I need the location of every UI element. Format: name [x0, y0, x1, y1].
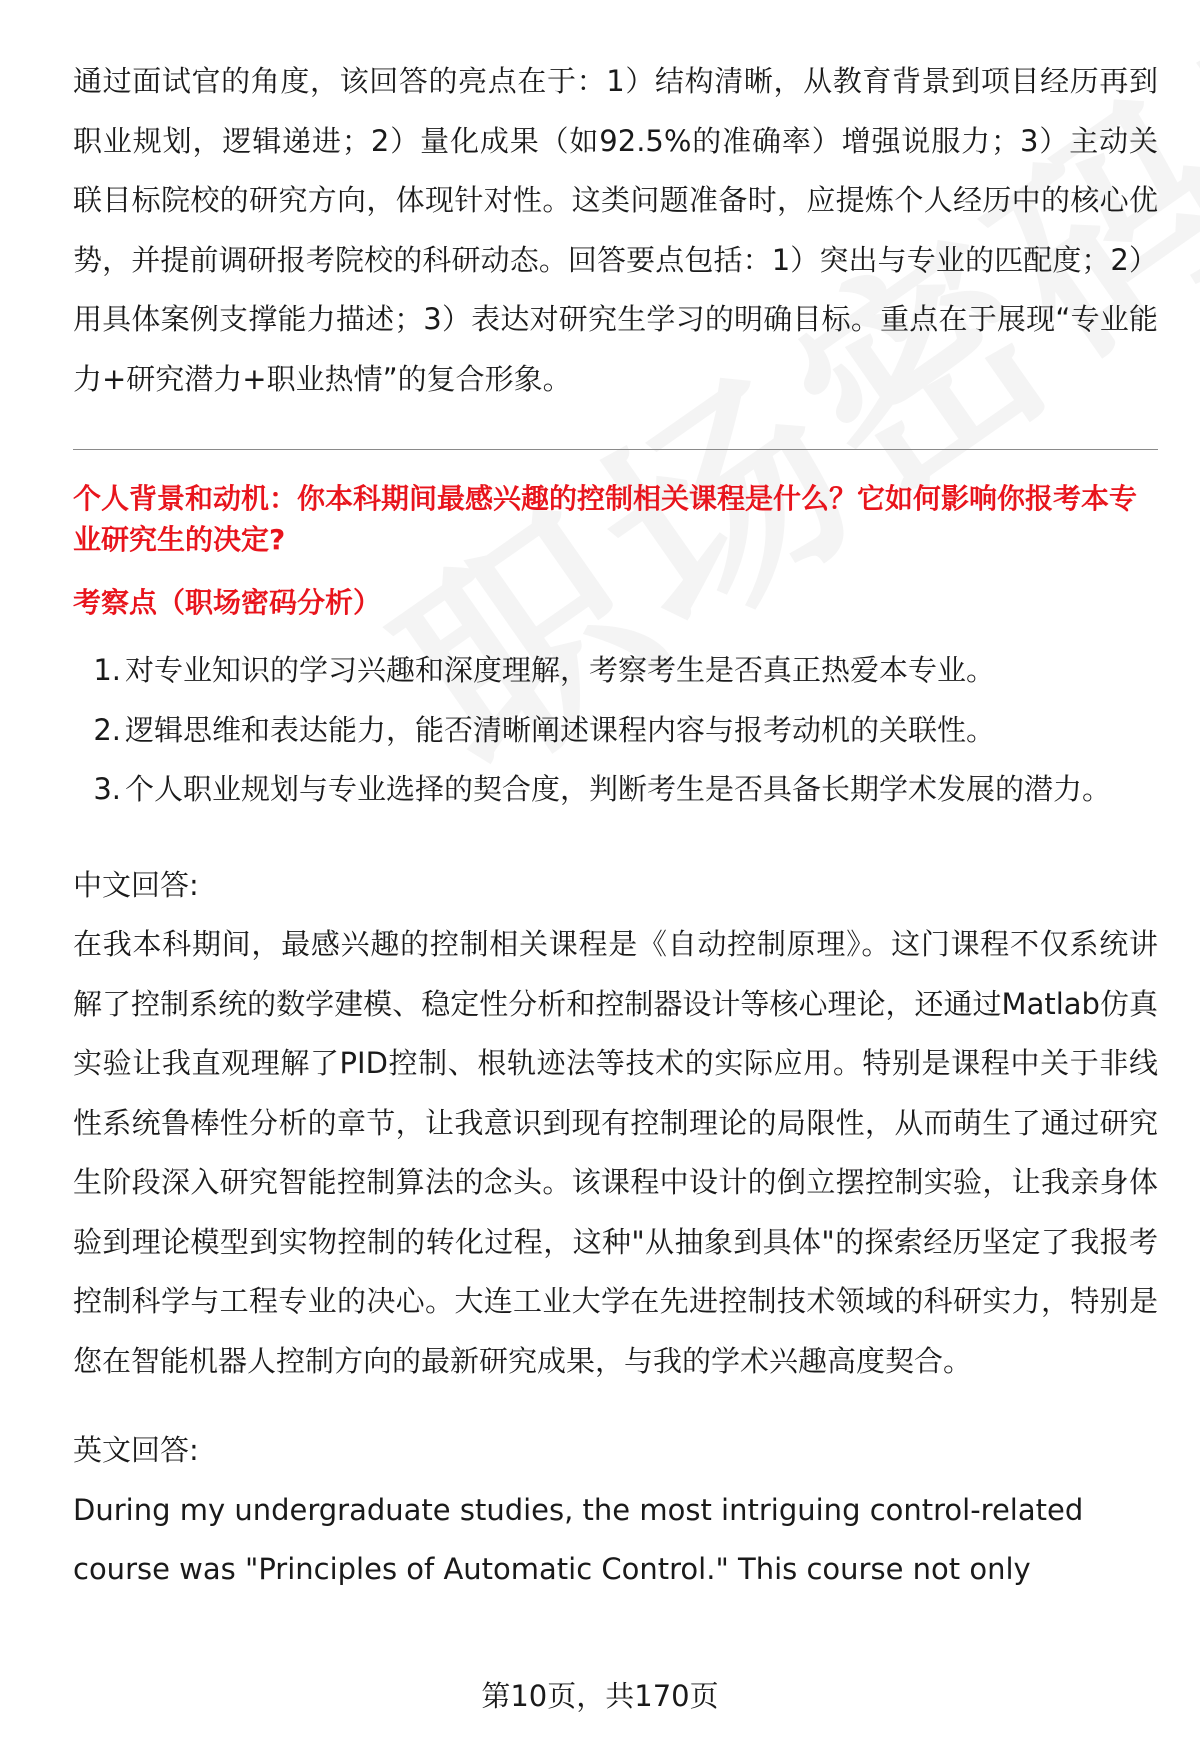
list-item: [73, 641, 1158, 701]
exam-points-list: [73, 641, 1158, 820]
list-item-number: 3.: [93, 772, 121, 806]
english-answer-label: 英文回答:: [73, 1433, 199, 1467]
page-content: [73, 52, 1158, 1600]
page-number: 第10页，共170页: [481, 1679, 719, 1713]
exam-points-heading: 考察点（职场密码分析）: [73, 586, 382, 619]
list-item-text: 个人职业规划与专业选择的契合度，判断考生是否具备长期学术发展的潜力。: [125, 772, 1112, 806]
spacer: [73, 820, 1158, 856]
list-item: [73, 760, 1158, 820]
list-item-text: 对专业知识的学习兴趣和深度理解，考察考生是否真正热爱本专业。: [125, 653, 996, 687]
english-answer-text: During my undergraduate studies, the most intriguing control-related course was "Principles of Automatic Control." This course not only: [73, 1492, 1084, 1586]
section-divider: [73, 449, 1158, 450]
intro-paragraph: 通过面试官的角度，该回答的亮点在于：1）结构清晰，从教育背景到项目经历再到职业规划，逻辑递进；2）量化成果（如92.5%的准确率）增强说服力；3）主动关联目标院校的研究方向，体现针对性。这类问题准备时，应提炼个人经历中的核心优势，并提前调研报考院校的科研动态。回答要点包括：1）突出与专业的匹配度；2）用具体案例支撑能力描述；3）表达对研究生学习的明确目标。重点在于展现“专业能力+研究潜力+职业热情”的复合形象。: [73, 64, 1158, 396]
question-heading: 个人背景和动机：你本科期间最感兴趣的控制相关课程是什么？它如何影响你报考本专业研究生的决定?: [73, 482, 1138, 556]
spacer: [73, 1391, 1158, 1421]
chinese-answer-label: 中文回答:: [73, 867, 199, 902]
chinese-answer-text: 在我本科期间，最感兴趣的控制相关课程是《自动控制原理》。这门课程不仅系统讲解了控制系统的数学建模、稳定性分析和控制器设计等核心理论，还通过Matlab仿真实验让我直观理解了PID控制、根轨迹法等技术的实际应用。特别是课程中关于非线性系统鲁棒性分析的章节，让我意识到现有控制理论的局限性，从而萌生了通过研究生阶段深入研究智能控制算法的念头。该课程中设计的倒立摆控制实验，让我亲身体验到理论模型到实物控制的转化过程，这种"从抽象到具体"的探索经历坚定了我报考控制科学与工程专业的决心。大连工业大学在先进控制技术领域的科研实力，特别是您在智能机器人控制方向的最新研究成果，与我的学术兴趣高度契合。: [73, 927, 1158, 1378]
list-item-text: 逻辑思维和表达能力，能否清晰阐述课程内容与报考动机的关联性。: [125, 712, 996, 747]
list-item-number: 1.: [93, 653, 121, 687]
list-item-number: 2.: [93, 712, 121, 747]
list-item: [73, 701, 1158, 761]
